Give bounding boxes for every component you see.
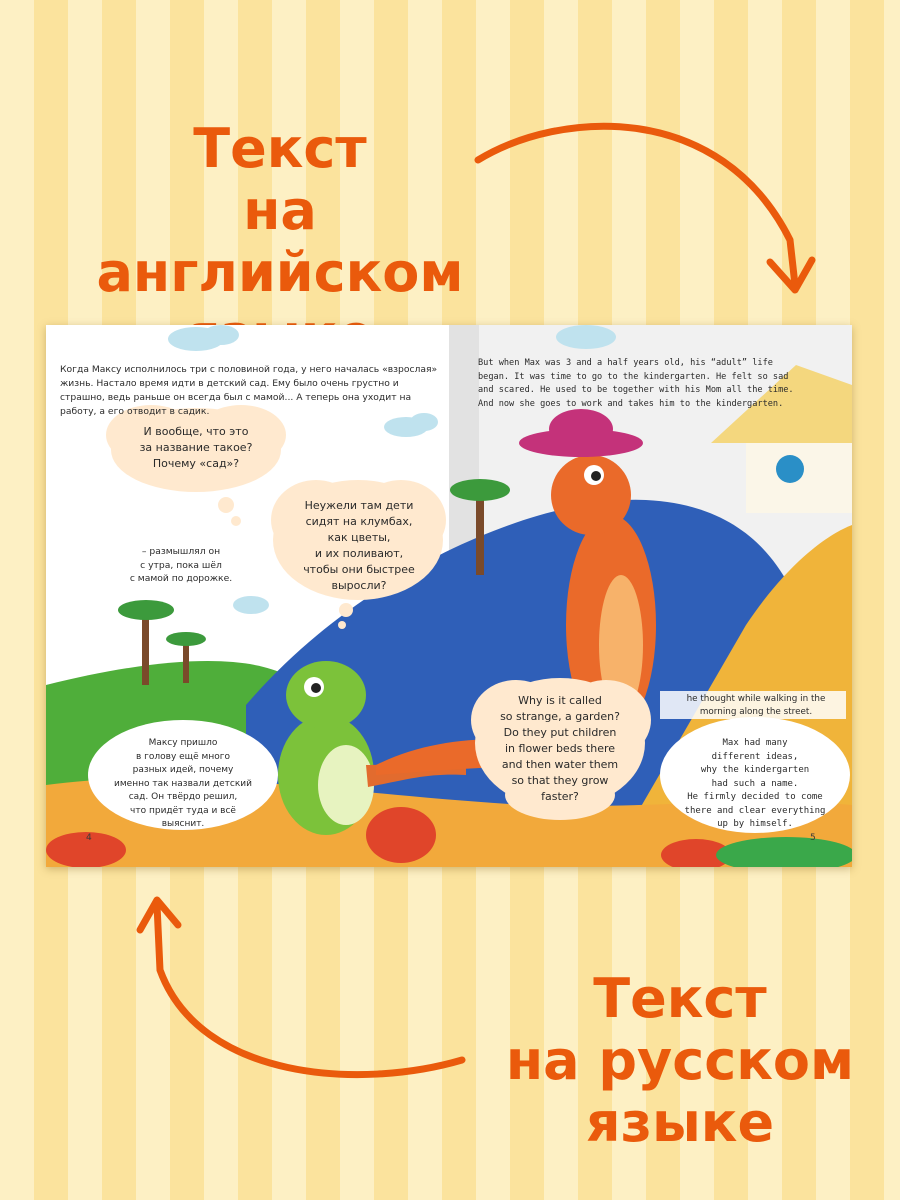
speech-bubble-en-text [486,693,634,805]
text-line: and then water them [501,758,619,771]
arrow-to-english-icon [478,126,812,290]
intro-text-russian: Когда Максу исполнилось три с половиной года, у него началась «взрослая» жизнь. Настало время идти в детский сад. Ему было очень грустно и страшно, ведь раньше он всегда был с мамой... А теперь она уходит на работу, а его отводит в садик. [60,364,438,417]
text-line: so that they grow [511,774,609,787]
thought-caption-english [666,693,846,719]
text-line: Неужели там дети [304,499,414,512]
text-line: что придёт туда и всё [130,805,236,816]
text-line: Максу пришло [148,738,218,748]
text-line: different ideas, [711,751,799,762]
text-line: за название такое? [139,441,253,454]
note-text-english [680,737,830,832]
page-number-right: 5 [810,833,816,843]
text-line: выросли? [331,579,387,592]
speech-bubble-ru-1-text [121,424,271,472]
page-number-left: 4 [86,833,92,843]
text-line: morning along the street. [699,707,813,717]
house-window-icon [776,455,804,483]
arrow-to-russian-icon [140,900,462,1075]
text-line: разных идей, почему [132,765,234,775]
heading-line: Текст [193,117,367,180]
intro-text-english: But when Max was 3 and a half years old, his “adult” life began. It was time to go to the kindergarten. He felt so sad and scared. He used to be together with his Mom all the time. And now she goes to work and takes him to the kindergarten. [478,358,794,409]
text-line: И вообще, что это [143,425,249,438]
text-line: He firmly decided to come [687,792,823,802]
speech-bubble-ru-2-text [284,498,434,594]
heading-line: языке [585,1091,775,1154]
text-line: so strange, a garden? [500,710,620,723]
text-line: Max had many [722,738,788,748]
heading-line: Текст [593,967,767,1030]
text-line: и их поливают, [314,547,404,560]
text-line: Почему «сад»? [152,457,240,470]
text-line: с утра, пока шёл [140,559,222,571]
heading-line: на английском [96,179,464,304]
text-line: had such a name. [711,778,799,789]
book-spread [46,325,852,867]
text-line: сидят на клумбах, [305,515,413,528]
text-line: выяснит. [161,819,205,829]
text-line: up by himself. [717,819,793,829]
text-line: in flower beds there [504,742,616,755]
text-line: there and clear everything [684,805,826,816]
text-line: Why is it called [518,694,602,707]
note-text-russian [108,737,258,832]
text-line: he thought while walking in the [686,694,826,704]
text-line: как цветы, [327,531,391,544]
text-line: с мамой по дорожке. [129,573,233,584]
text-line: Do they put children [503,726,617,739]
heading-line: на русском [505,1029,855,1092]
text-line: сад. Он твёрдо решил, [128,792,238,802]
text-line: why the kindergarten [700,765,810,775]
text-line: чтобы они быстрее [303,563,415,576]
text-line: – размышлял он [141,546,221,557]
text-line: именно так назвали детский [114,778,252,789]
thought-caption-russian [106,545,256,586]
text-line: faster? [541,790,579,803]
text-line: в голову ещё много [136,751,230,762]
